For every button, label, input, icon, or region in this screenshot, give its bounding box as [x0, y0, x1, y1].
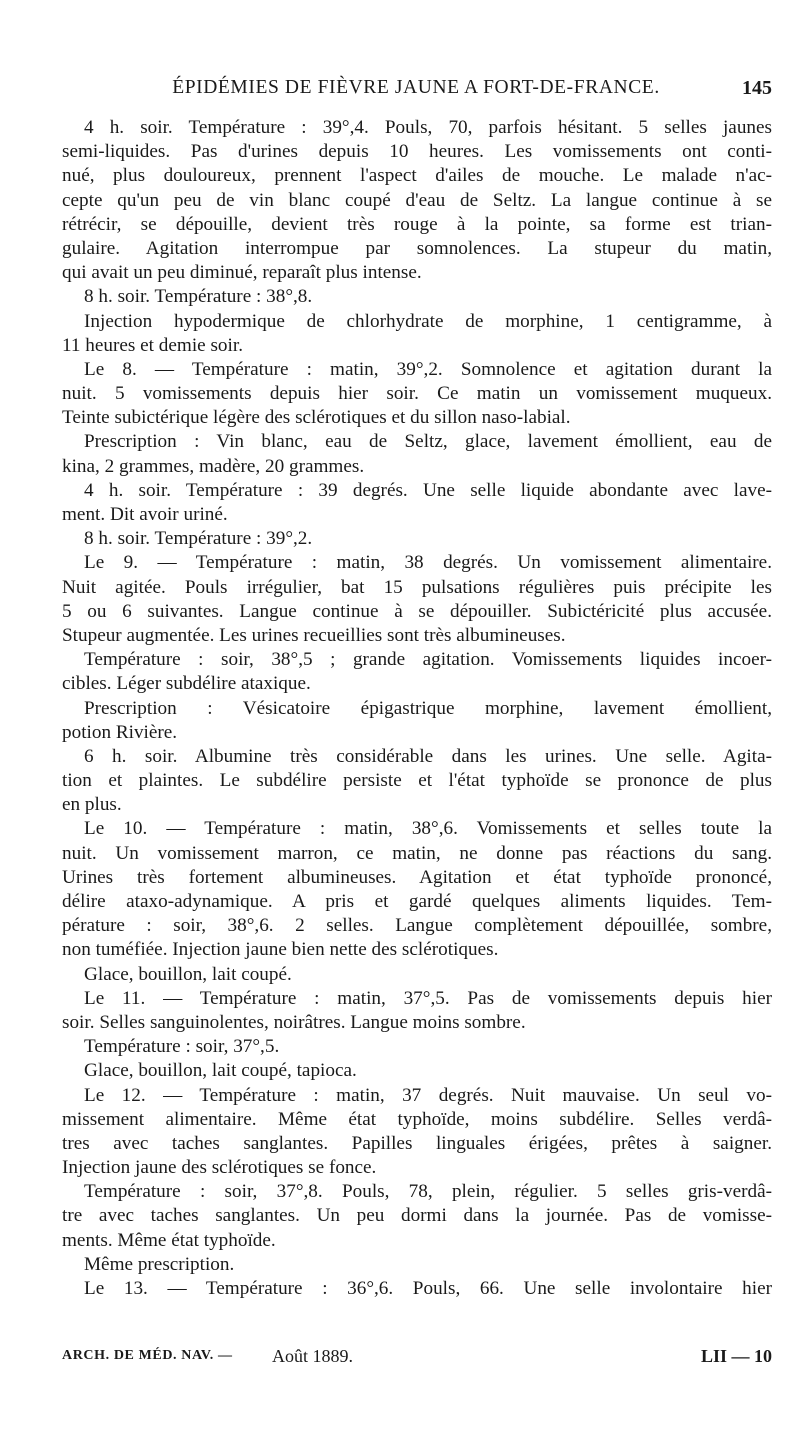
text-line: gulaire. Agitation interrompue par somnolences. La stupeur du matin, [62, 237, 772, 259]
text-line: Le 13. — Température : 36°,6. Pouls, 66. Une selle involontaire hier [84, 1278, 772, 1299]
text-line: qui avait un peu diminué, reparaît plus intense. [62, 262, 422, 284]
text-line: kina, 2 grammes, madère, 20 grammes. [62, 455, 365, 477]
text-line: semi-liquides. Pas d'urines depuis 10 heures. Les vomissements ont conti- [62, 141, 772, 163]
text-line: Le 12. — Température : matin, 37 degrés. Nuit mauvaise. Un seul vo- [84, 1084, 772, 1106]
text-line: tion et plaintes. Le subdélire persiste et l'état typhoïde se prononce de plus [62, 770, 772, 792]
text-line: Le 8. — Température : matin, 39°,2. Somnolence et agitation durant la [84, 358, 772, 380]
text-line: pérature : soir, 38°,6. 2 selles. Langue complètement dépouillée, sombre, [62, 915, 772, 937]
text-line: missement alimentaire. Même état typhoïde, moins subdélire. Selles verdâ- [62, 1108, 772, 1130]
text-line: Température : soir, 37°,8. Pouls, 78, plein, régulier. 5 selles gris-verdâ- [84, 1181, 772, 1203]
text-line: Même prescription. [84, 1253, 235, 1275]
text-line: Nuit agitée. Pouls irrégulier, bat 15 pulsations régulières puis précipite les [62, 576, 772, 598]
journal-signature: ARCH. DE MÉD. NAV. — [62, 1348, 233, 1363]
text-line: Teinte subictérique légère des sclérotiques et du sillon naso-labial. [62, 407, 571, 429]
text-line: tres avec taches sanglantes. Papilles linguales érigées, prêtes à saigner. [62, 1132, 772, 1154]
page-footer [62, 1348, 772, 1374]
text-line: cepte qu'un peu de vin blanc coupé d'eau de Seltz. La langue continue à se [62, 189, 772, 211]
text-line: nuit. 5 vomissements depuis hier soir. Ce matin un vomissement muqueux. [62, 383, 772, 405]
text-line: Le 9. — Température : matin, 38 degrés. Un vomissement alimentaire. [84, 552, 772, 574]
text-line: 6 h. soir. Albumine très considérable dans les urines. Une selle. Agita- [84, 745, 772, 767]
text-line: Injection hypodermique de chlorhydrate de morphine, 1 centigramme, à [84, 310, 772, 332]
text-line: Prescription : Vin blanc, eau de Seltz, glace, lavement émollient, eau de [84, 431, 772, 453]
issue-date: Août 1889. [272, 1346, 353, 1366]
text-line: Le 10. — Température : matin, 38°,6. Vomissements et selles toute la [84, 818, 772, 840]
text-line: Glace, bouillon, lait coupé, tapioca. [84, 1060, 357, 1082]
text-line: délire ataxo-adynamique. A pris et gardé quelques aliments liquides. Tem- [62, 891, 772, 912]
text-line: soir. Selles sanguinolentes, noirâtres. Langue moins sombre. [62, 1011, 526, 1033]
text-line: Prescription : Vésicatoire épigastrique morphine, lavement émollient, [84, 697, 772, 719]
running-title: ÉPIDÉMIES DE FIÈVRE JAUNE A FORT-DE-FRANCE. [172, 77, 660, 98]
text-line: Température : soir, 38°,5 ; grande agitation. Vomissements liquides incoer- [84, 649, 772, 671]
text-line: en plus. [62, 794, 122, 816]
text-line: 8 h. soir. Température : 38°,8. [84, 286, 313, 308]
page-header [60, 77, 772, 103]
text-line: Injection jaune des sclérotiques se fonce. [62, 1157, 377, 1179]
text-line: non tuméfiée. Injection jaune bien nette des sclérotiques. [62, 939, 499, 961]
text-line: 4 h. soir. Température : 39°,4. Pouls, 70, parfois hésitant. 5 selles jaunes [84, 117, 772, 138]
page-number: 145 [742, 77, 772, 99]
text-line: Glace, bouillon, lait coupé. [84, 963, 292, 985]
text-line: rétrécir, se dépouille, devient très rouge à la pointe, sa forme est trian- [62, 213, 772, 235]
text-line: cibles. Léger subdélire ataxique. [62, 673, 311, 695]
text-line: 4 h. soir. Température : 39 degrés. Une selle liquide abondante avec lave- [84, 479, 772, 501]
text-line: 5 ou 6 suivantes. Langue continue à se dépouiller. Subictéricité plus accusée. [62, 600, 772, 622]
text-line: 8 h. soir. Température : 39°,2. [84, 528, 313, 550]
text-line: potion Rivière. [62, 721, 178, 743]
text-line: Température : soir, 37°,5. [84, 1036, 280, 1058]
text-line: ment. Dit avoir uriné. [62, 504, 228, 525]
text-line: nué, plus douloureux, prennent l'aspect d'ailes de mouche. Le malade n'ac- [62, 165, 772, 187]
text-line: Stupeur augmentée. Les urines recueillies sont très albumineuses. [62, 624, 566, 646]
text-line: nuit. Un vomissement marron, ce matin, ne donne pas réactions du sang. [62, 842, 772, 864]
text-line: Le 11. — Température : matin, 37°,5. Pas de vomissements depuis hier [84, 987, 772, 1009]
text-line: ments. Même état typhoïde. [62, 1229, 276, 1251]
body-text [62, 116, 772, 1301]
text-line: Urines très fortement albumineuses. Agitation et état typhoïde prononcé, [62, 866, 772, 888]
sheet-number: LII — 10 [700, 1346, 772, 1366]
text-line: tre avec taches sanglantes. Un peu dormi dans la journée. Pas de vomisse- [62, 1205, 772, 1227]
text-line: 11 heures et demie soir. [62, 334, 243, 356]
